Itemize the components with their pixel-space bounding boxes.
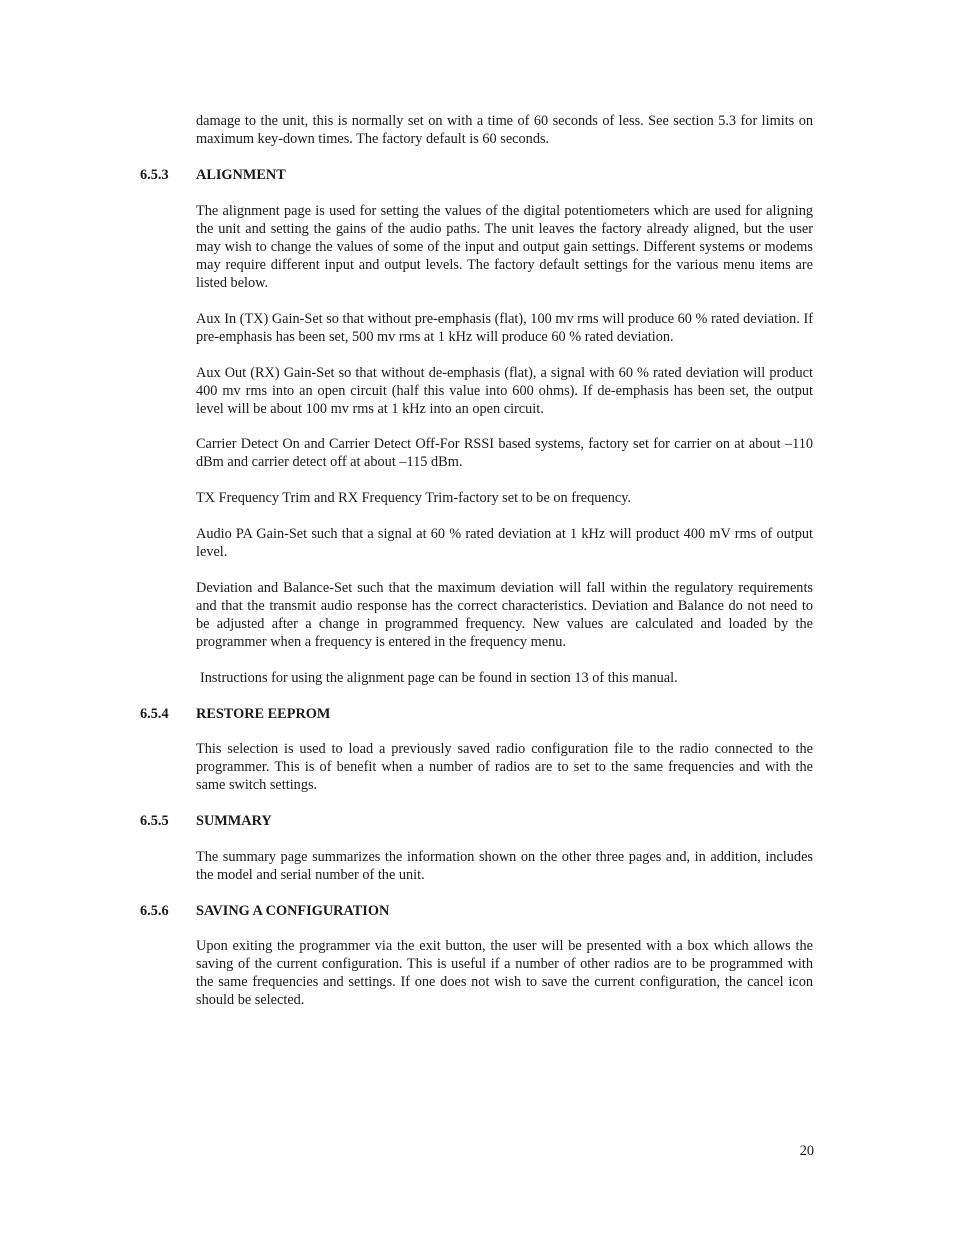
section-heading-saving-configuration [140,902,389,920]
intro-paragraph: damage to the unit, this is normally set on with a time of 60 seconds of less. See section 5.3 for limits on maximum key-down times. The factory default is 60 seconds. [196,113,813,147]
section-title: RESTORE EEPROM [196,706,331,722]
alignment-paragraph-6: Audio PA Gain-Set such that a signal at 60 % rated deviation at 1 kHz will product 400 mV rms of output level. [196,526,813,560]
section-title: ALIGNMENT [196,167,286,183]
alignment-paragraph-8: Instructions for using the alignment page can be found in section 13 of this manual. [200,670,678,686]
alignment-paragraph-2: Aux In (TX) Gain-Set so that without pre-emphasis (flat), 100 mv rms will produce 60 % rated deviation. If pre-emphasis has been set, 500 mv rms at 1 kHz will produce 60 % rated deviation. [196,311,813,345]
section-title: SAVING A CONFIGURATION [196,903,390,919]
alignment-paragraph-4: Carrier Detect On and Carrier Detect Off-For RSSI based systems, factory set for carrier on at about –110 dBm and carrier detect off at about –115 dBm. [196,436,813,470]
section-number: 6.5.3 [140,167,169,183]
saving-configuration-paragraph: Upon exiting the programmer via the exit button, the user will be presented with a box which allows the saving of the current configuration. This is useful if a number of other radios are to be programmed with the same frequencies and settings. If one does not wish to save the current configuration, the cancel icon should be selected. [196,938,813,1008]
section-heading-alignment [140,166,286,184]
summary-paragraph: The summary page summarizes the information shown on the other three pages and, in addition, includes the model and serial number of the unit. [196,849,813,883]
alignment-paragraph-7: Deviation and Balance-Set such that the maximum deviation will fall within the regulatory requirements and that the transmit audio response has the correct characteristics. Deviation and Balance do not need to be adjusted after a change in programmed frequency. New values are calculated and loaded by the programmer when a frequency is entered in the frequency menu. [196,580,813,650]
section-heading-restore-eeprom [140,705,330,723]
section-title: SUMMARY [196,813,272,829]
page-number: 20 [799,1143,814,1159]
alignment-paragraph-3: Aux Out (RX) Gain-Set so that without de-emphasis (flat), a signal with 60 % rated deviation will product 400 mv rms into an open circuit (half this value into 600 ohms). If de-emphasis has been set, the output level will be about 100 mv rms at 1 kHz into an open circuit. [196,365,813,417]
alignment-paragraph-1: The alignment page is used for setting the values of the digital potentiometers which are used for aligning the unit and setting the gains of the audio paths. The unit leaves the factory already aligned, but the user may wish to change the values of some of the input and output gain settings. Different systems or modems may require different input and output levels. The factory default settings for the various menu items are listed below. [196,203,813,291]
section-number: 6.5.4 [140,706,169,722]
section-number: 6.5.5 [140,813,169,829]
section-heading-summary [140,812,272,830]
section-number: 6.5.6 [140,903,169,919]
alignment-paragraph-5: TX Frequency Trim and RX Frequency Trim-factory set to be on frequency. [196,490,632,506]
restore-eeprom-paragraph: This selection is used to load a previously saved radio configuration file to the radio connected to the programmer. This is of benefit when a number of radios are to set to the same frequencies and with the same switch settings. [196,741,813,793]
